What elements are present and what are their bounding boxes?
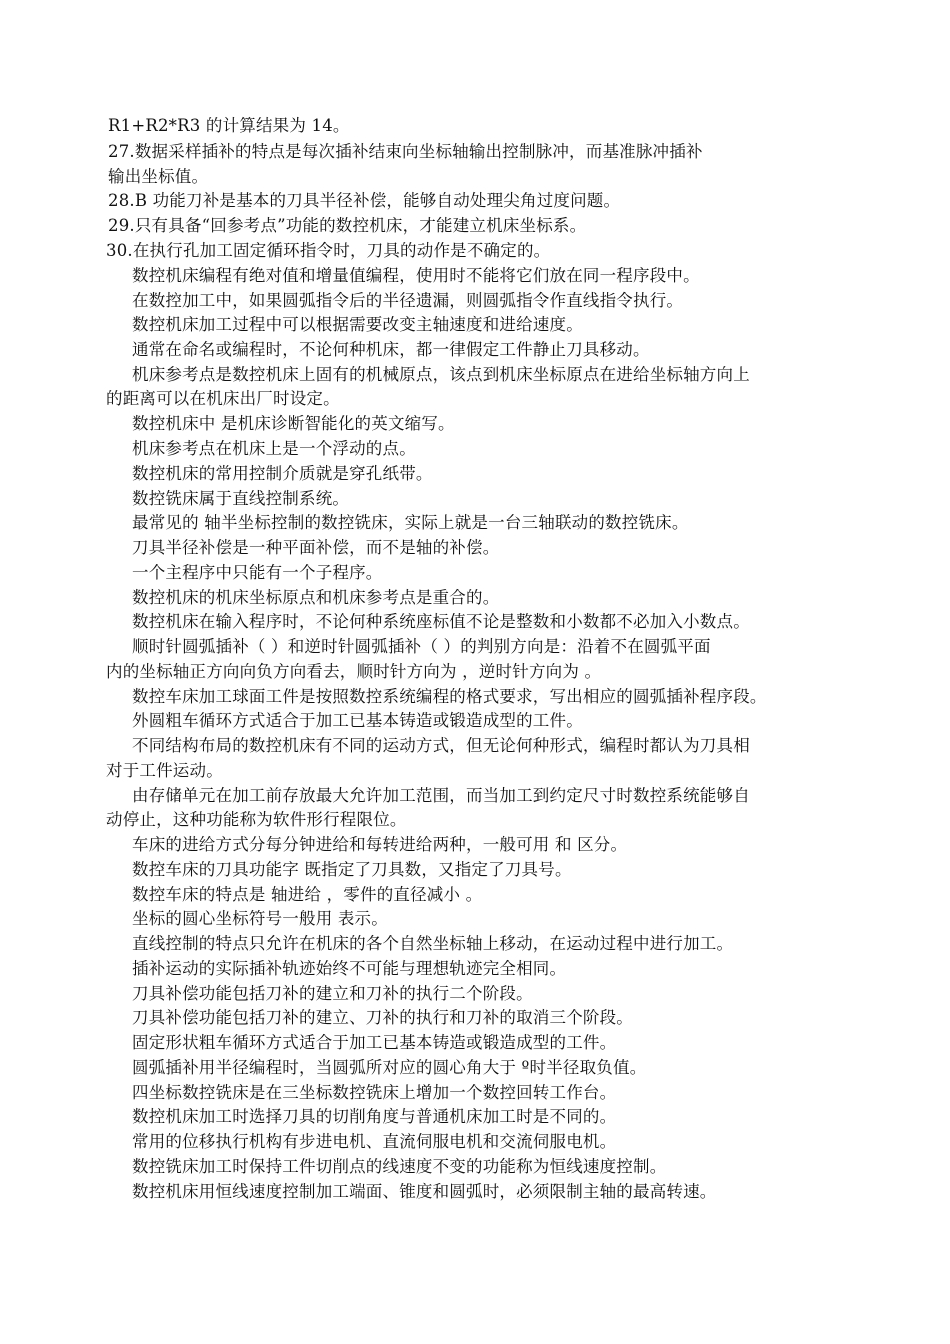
text-line: 的距离可以在机床出厂时设定。 — [106, 389, 340, 408]
text-line: 四坐标数控铣床是在三坐标数控铣床上增加一个数控回转工作台。 — [132, 1083, 617, 1102]
text-line: 数控铣床加工时保持工件切削点的线速度不变的功能称为恒线速度控制。 — [132, 1157, 667, 1176]
text-line: 刀具半径补偿是一种平面补偿，而不是轴的补偿。 — [132, 538, 500, 557]
text-line: 车床的进给方式分每分钟进给和每转进给两种，一般可用 和 区分。 — [132, 835, 628, 854]
text-line: 数控机床在输入程序时，不论何种系统座标值不论是整数和小数都不必加入小数点。 — [132, 612, 750, 631]
text-line: 圆弧插补用半径编程时，当圆弧所对应的圆心角大于 º时半径取负值。 — [132, 1058, 647, 1077]
text-line: 顺时针圆弧插补（ ）和逆时针圆弧插补（ ）的判别方向是：沿着不在圆弧平面 — [132, 637, 711, 656]
text-line: 由存储单元在加工前存放最大允许加工范围，而当加工到约定尺寸时数控系统能够自 — [132, 786, 750, 805]
text-line: 数控机床用恒线速度控制加工端面、锥度和圆弧时，必须限制主轴的最高转速。 — [132, 1182, 717, 1201]
text-line: 机床参考点在机床上是一个浮动的点。 — [132, 439, 416, 458]
text-line: 30.在执行孔加工固定循环指令时，刀具的动作是不确定的。 — [106, 241, 551, 260]
text-line: 一个主程序中只能有一个子程序。 — [132, 563, 383, 582]
text-line: 数控机床加工过程中可以根据需要改变主轴速度和进给速度。 — [132, 315, 583, 334]
text-line: 外圆粗车循环方式适合于加工已基本铸造或锻造成型的工件。 — [132, 711, 583, 730]
text-line: 数控机床编程有绝对值和增量值编程，使用时不能将它们放在同一程序段中。 — [132, 266, 700, 285]
text-line: 数控机床中 是机床诊断智能化的英文缩写。 — [132, 414, 455, 433]
text-line: 27.数据采样插补的特点是每次插补结束向坐标轴输出控制脉冲，而基准脉冲插补 — [108, 142, 703, 161]
text-line: R1+R2*R3 的计算结果为 14。 — [108, 116, 350, 135]
text-line: 坐标的圆心坐标符号一般用 表示。 — [132, 909, 388, 928]
text-line: 插补运动的实际插补轨迹始终不可能与理想轨迹完全相同。 — [132, 959, 567, 978]
text-line: 最常见的 轴半坐标控制的数控铣床，实际上就是一台三轴联动的数控铣床。 — [132, 513, 689, 532]
text-line: 28.B 功能刀补是基本的刀具半径补偿，能够自动处理尖角过度问题。 — [108, 191, 621, 210]
text-line: 在数控加工中，如果圆弧指令后的半径遗漏，则圆弧指令作直线指令执行。 — [132, 291, 684, 310]
text-line: 机床参考点是数控机床上固有的机械原点，该点到机床坐标原点在进给坐标轴方向上 — [132, 365, 750, 384]
text-line: 通常在命名或编程时，不论何种机床，都一律假定工件静止刀具移动。 — [132, 340, 650, 359]
text-line: 内的坐标轴正方向向负方向看去，顺时针方向为 ，逆时针方向为 。 — [106, 662, 602, 681]
text-line: 常用的位移执行机构有步进电机、直流伺服电机和交流伺服电机。 — [132, 1132, 617, 1151]
text-line: 直线控制的特点只允许在机床的各个自然坐标轴上移动，在运动过程中进行加工。 — [132, 934, 734, 953]
text-line: 数控机床的机床坐标原点和机床参考点是重合的。 — [132, 588, 500, 607]
text-line: 刀具补偿功能包括刀补的建立和刀补的执行二个阶段。 — [132, 984, 533, 1003]
text-line: 数控车床的特点是 轴进给 ，零件的直径减小 。 — [132, 885, 483, 904]
text-line: 数控机床的常用控制介质就是穿孔纸带。 — [132, 464, 433, 483]
text-line: 不同结构布局的数控机床有不同的运动方式，但无论何种形式，编程时都认为刀具相 — [132, 736, 750, 755]
text-line: 动停止，这种功能称为软件形行程限位。 — [106, 810, 407, 829]
text-line: 数控车床加工球面工件是按照数控系统编程的格式要求，写出相应的圆弧插补程序段。 — [132, 687, 767, 706]
text-line: 数控铣床属于直线控制系统。 — [132, 489, 350, 508]
text-line: 数控车床的刀具功能字 既指定了刀具数，又指定了刀具号。 — [132, 860, 572, 879]
text-line: 29.只有具备“回参考点”功能的数控机床，才能建立机床坐标系。 — [108, 216, 587, 235]
text-line: 刀具补偿功能包括刀补的建立、刀补的执行和刀补的取消三个阶段。 — [132, 1008, 633, 1027]
text-line: 固定形状粗车循环方式适合于加工已基本铸造或锻造成型的工件。 — [132, 1033, 617, 1052]
text-line: 数控机床加工时选择刀具的切削角度与普通机床加工时是不同的。 — [132, 1107, 617, 1126]
text-line: 对于工件运动。 — [106, 761, 223, 780]
text-line: 输出坐标值。 — [108, 167, 209, 186]
